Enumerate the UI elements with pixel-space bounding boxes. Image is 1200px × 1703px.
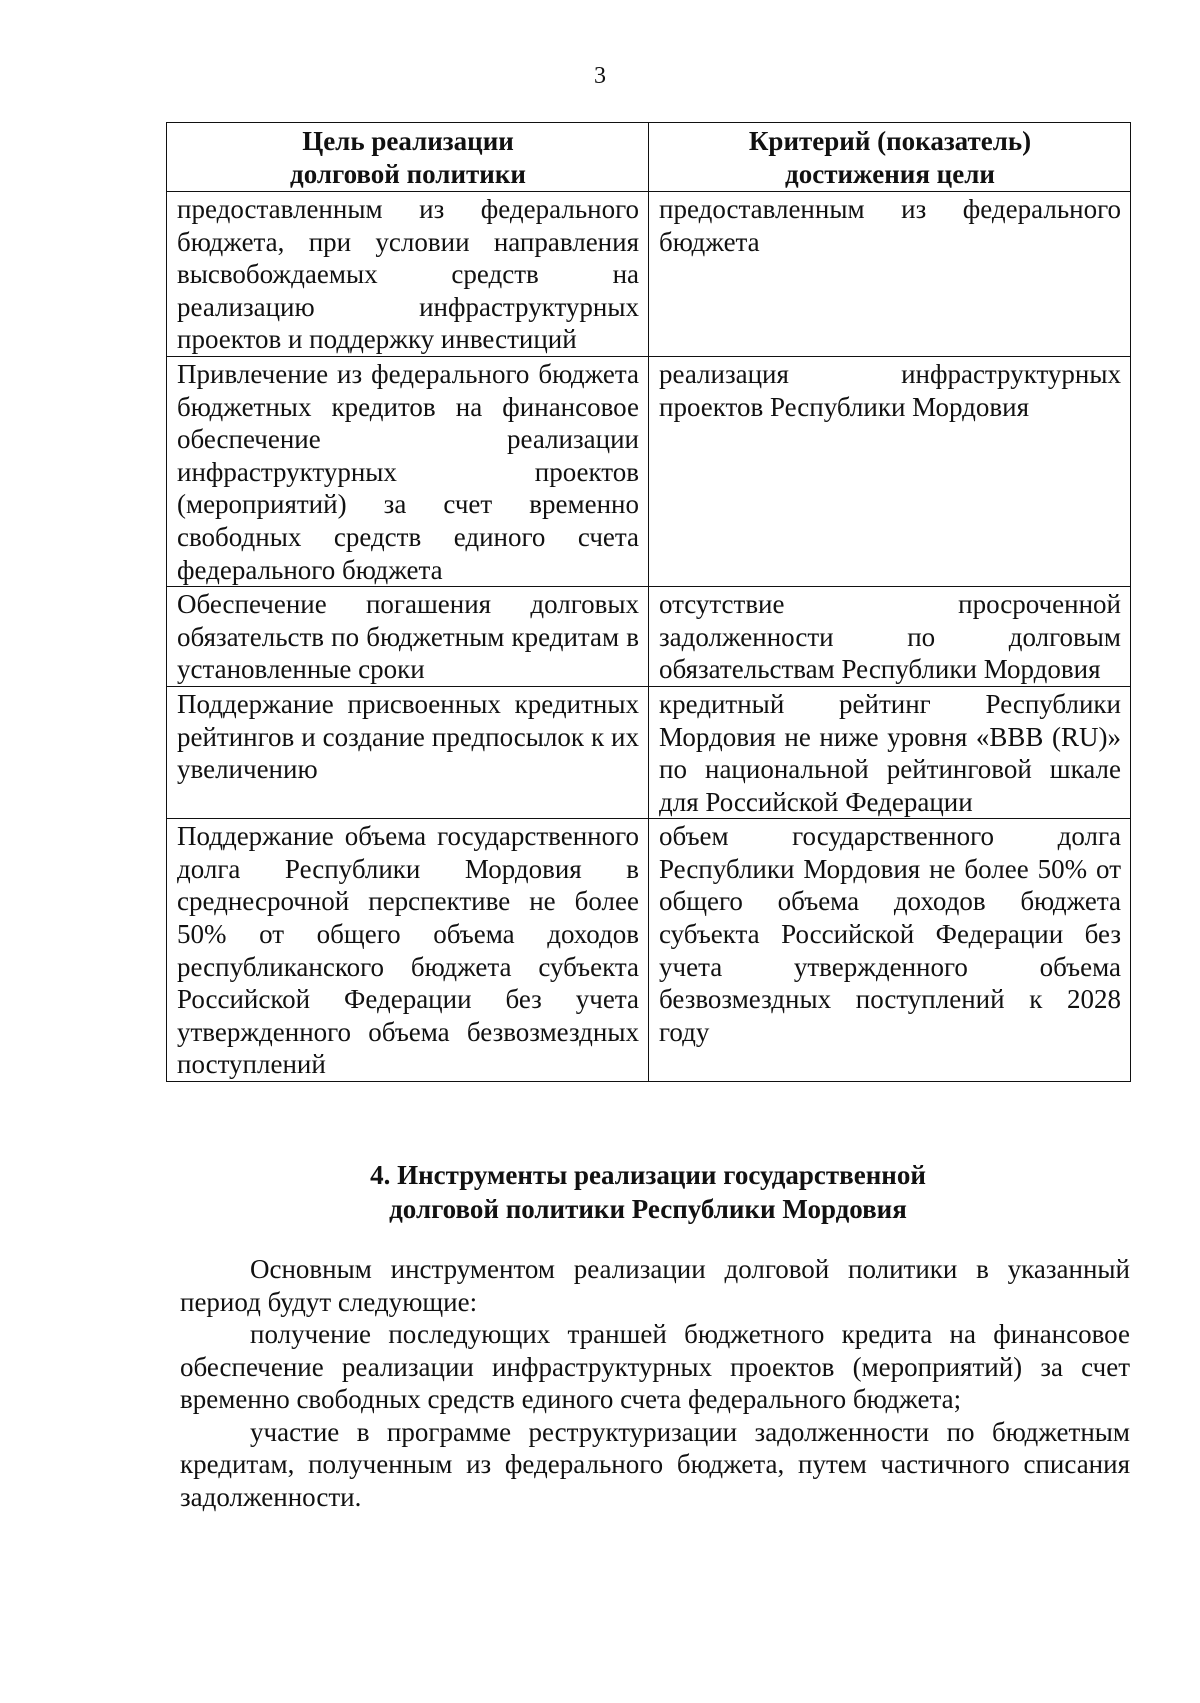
section-body: [180, 1253, 1130, 1513]
table-row: [167, 192, 1131, 357]
header-criterion: [649, 123, 1131, 192]
section-heading: [166, 1158, 1130, 1226]
section-heading-line2: долговой политики Республики Мордовия: [389, 1194, 907, 1224]
criterion-cell: кредитный рейтинг Республики Мордовия не ниже уровня «ВВВ (RU)» по национальной рейтинговой шкале для Российской Федерации: [649, 686, 1131, 818]
criterion-cell: предоставленным из федерального бюджета: [649, 192, 1131, 357]
goal-cell: Привлечение из федерального бюджета бюджетных кредитов на финансовое обеспечение реализации инфраструктурных проектов (мероприятий) за счет временно свободных средств единого счета федерального бюджета: [167, 356, 649, 586]
paragraph: Основным инструментом реализации долговой политики в указанный период будут следующие:: [180, 1254, 1130, 1317]
table-row: [167, 686, 1131, 818]
table-row: [167, 356, 1131, 586]
goal-cell: предоставленным из федерального бюджета, при условии направления высвобождаемых средств на реализацию инфраструктурных проектов и поддержку инвестиций: [167, 192, 649, 357]
header-criterion-line2: достижения цели: [785, 159, 995, 189]
criterion-cell: объем государственного долга Республики Мордовия не более 50% от общего объема доходов бюджета субъекта Российской Федерации без учета утвержденного объема безвозмездных поступлений к 2028 году: [649, 819, 1131, 1082]
header-criterion-line1: Критерий (показатель): [748, 126, 1032, 156]
paragraph: получение последующих траншей бюджетного кредита на финансовое обеспечение реализации инфраструктурных проектов (мероприятий) за счет временно свободных средств единого счета федерального бюджета;: [180, 1319, 1130, 1414]
goal-cell: Поддержание объема государственного долга Республики Мордовия в среднесрочной перспективе не более 50% от общего объема доходов республиканского бюджета субъекта Российской Федерации без учета утвержденного объема безвозмездных поступлений: [167, 819, 649, 1082]
goals-criteria-table: [166, 122, 1131, 1082]
header-goal: [167, 123, 649, 192]
table-header-row: [167, 123, 1131, 192]
criterion-cell: отсутствие просроченной задолженности по долговым обязательствам Республики Мордовия: [649, 587, 1131, 687]
goal-cell: Поддержание присвоенных кредитных рейтингов и создание предпосылок к их увеличению: [167, 686, 649, 818]
criterion-cell: реализация инфраструктурных проектов Республики Мордовия: [649, 356, 1131, 586]
table-row: [167, 819, 1131, 1082]
header-goal-line2: долговой политики: [290, 159, 526, 189]
section-heading-line1: 4. Инструменты реализации государственной: [370, 1160, 926, 1190]
paragraph: участие в программе реструктуризации задолженности по бюджетным кредитам, полученным из федерального бюджета, путем частичного списания задолженности.: [180, 1416, 1130, 1512]
page-number: 3: [594, 63, 606, 89]
goal-cell: Обеспечение погашения долговых обязательств по бюджетным кредитам в установленные сроки: [167, 587, 649, 687]
header-goal-line1: Цель реализации: [302, 126, 514, 156]
table-row: [167, 587, 1131, 687]
